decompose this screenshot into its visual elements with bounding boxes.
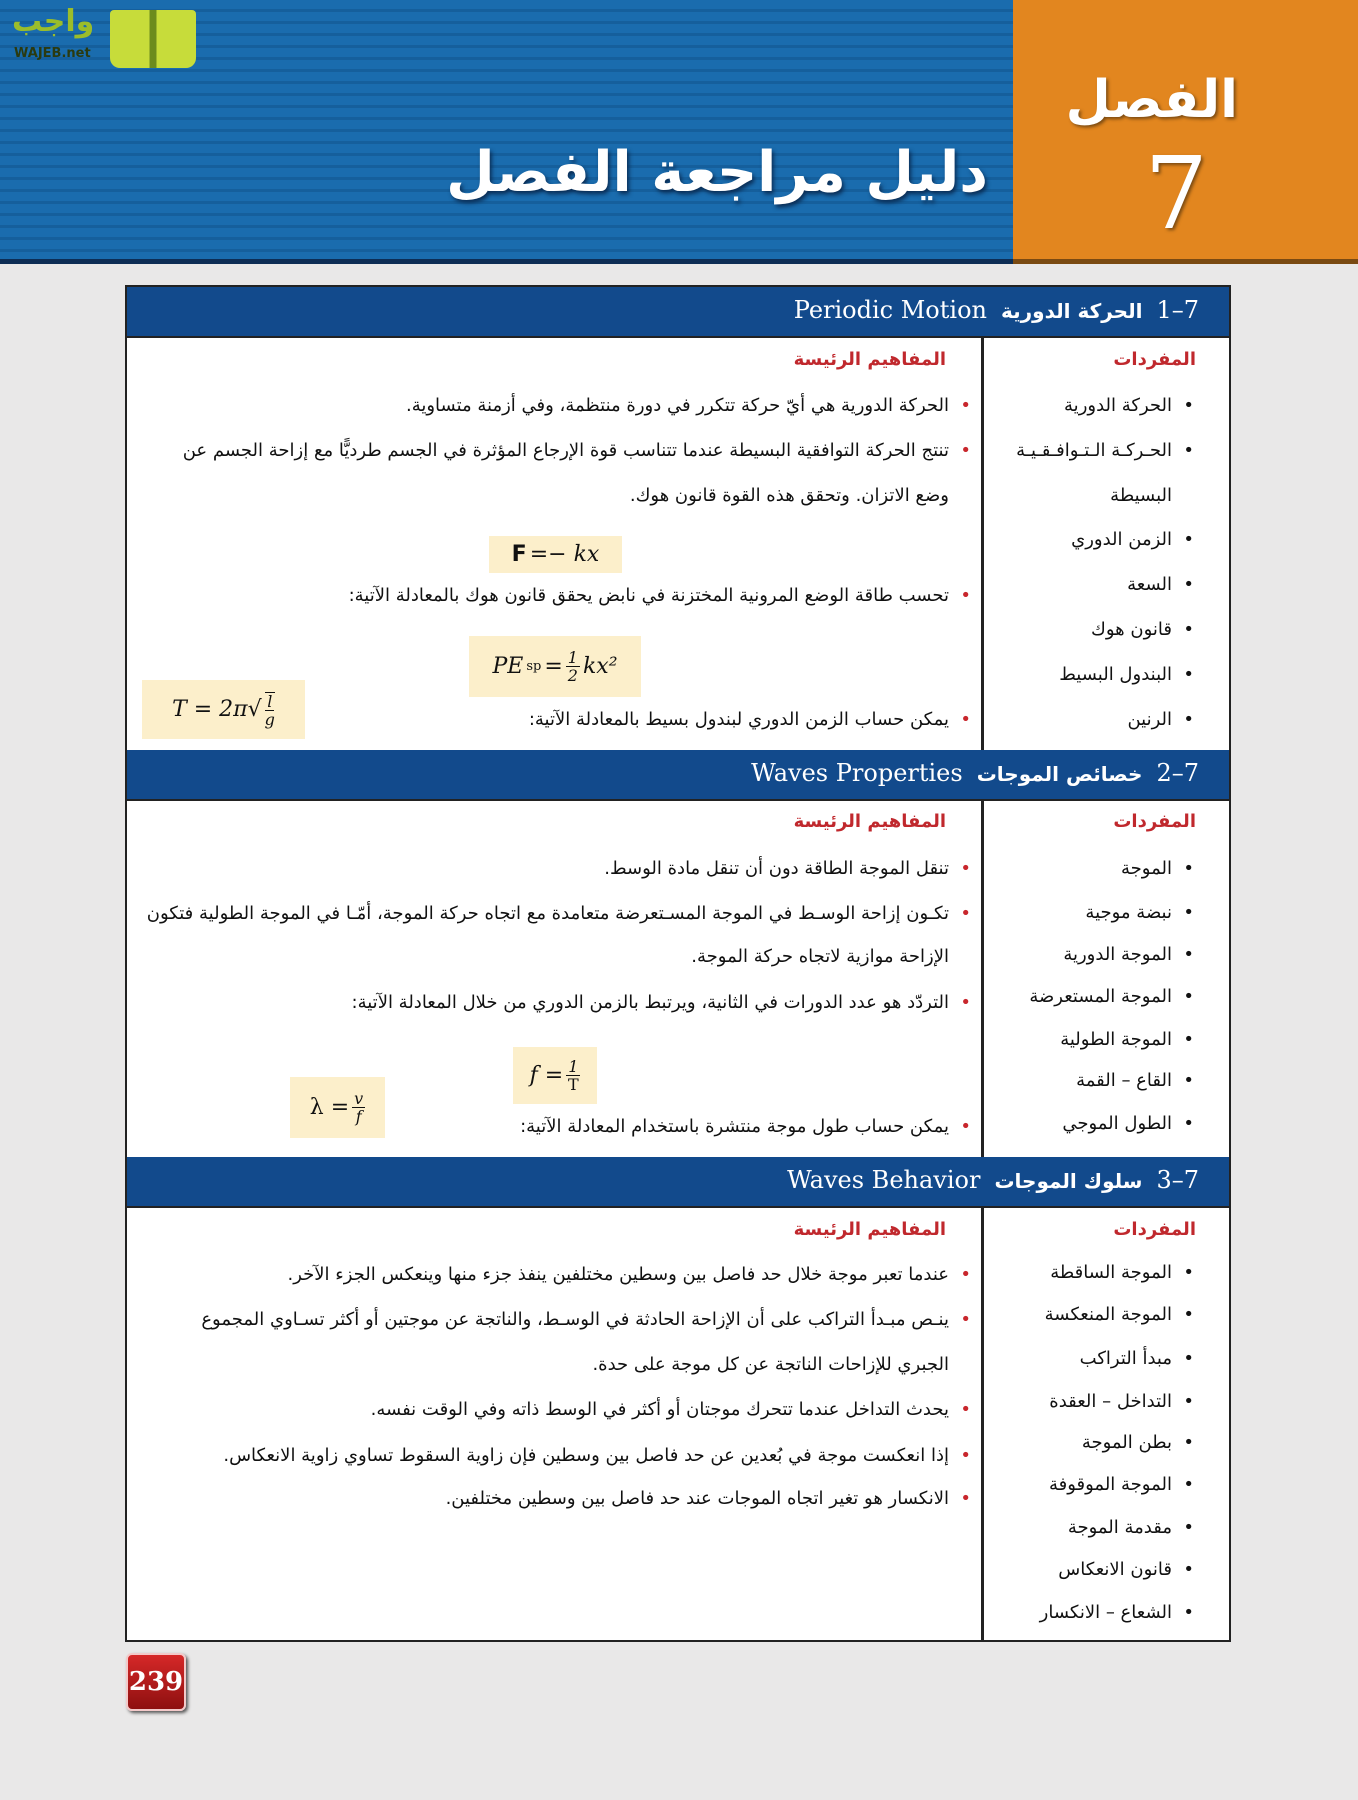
vocab-item: • الحركة الدورية: [1064, 393, 1172, 419]
eq-part: PE: [492, 654, 524, 679]
vocab-item: • قانون هوك: [1091, 617, 1172, 643]
section-title-ar: الحركة الدورية: [1000, 299, 1143, 323]
vocab-heading: المفردات: [1113, 1219, 1196, 1240]
vocab-item: • الشعاع – الانكسار: [1040, 1600, 1172, 1626]
eq-part: g: [264, 709, 275, 729]
concept-item: • التردّد هو عدد الدورات في الثانية، ويرتبط بالزمن الدوري من خلال المعادلة الآتية:: [352, 990, 949, 1016]
logo-subtext: WAJEB.net: [14, 46, 91, 61]
vocab-item-cont: البسيطة: [1110, 485, 1172, 506]
concept-item-cont: الجبري للإزاحات الناتجة عن كل موجة على حدة.: [592, 1354, 949, 1375]
concept-item: • الانكسار هو تغير اتجاه الموجات عند حد فاصل بين وسطين مختلفين.: [446, 1486, 949, 1512]
concept-item: • الحركة الدورية هي أيّ حركة تتكرر في دورة منتظمة، وفي أزمنة متساوية.: [406, 393, 949, 419]
concept-item: • يمكن حساب طول موجة منتشرة باستخدام المعادلة الآتية:: [520, 1114, 949, 1140]
vocab-item: • الموجة الطولية: [1060, 1027, 1172, 1053]
eq-part: =− kx: [529, 542, 600, 567]
vocab-item: • الزمن الدوري: [1071, 527, 1172, 553]
section-title-en: Waves Behavior: [787, 1166, 981, 1194]
section-body-7-1: [127, 338, 1229, 750]
concept-item: • تكـون إزاحة الوسـط في الموجة المسـتعرضة متعامدة مع اتجاه حركة الموجة، أمّـا في الموجة الطولية فتكون: [147, 901, 949, 927]
concept-item: • ينـص مبـدأ التراكب على أن الإزاحة الحادثة في الوسـط، والناتجة عن موجتين أو أكثر تسـاوي المجموع: [201, 1307, 949, 1333]
section-number: 7–1: [1156, 296, 1199, 324]
concept-item-cont: وضع الاتزان. وتحقق هذه القوة قانون هوك.: [629, 485, 949, 506]
vocab-item: • القاع – القمة: [1076, 1068, 1172, 1094]
vocab-item: • السعة: [1127, 572, 1172, 598]
frequency-equation: [513, 1047, 597, 1104]
wavelength-equation: [290, 1077, 385, 1138]
vocab-heading: المفردات: [1113, 811, 1196, 832]
vocab-item: • البندول البسيط: [1059, 662, 1172, 688]
wajeb-logo: [10, 4, 190, 70]
eq-part: =: [544, 654, 563, 679]
fraction: [352, 1090, 365, 1125]
eq-part: l: [267, 691, 273, 711]
concepts-heading: المفاهيم الرئيسة: [793, 811, 946, 832]
chapter-badge: [1013, 0, 1358, 264]
section-header-7-2: [127, 750, 1229, 801]
eq-part: 2: [567, 666, 578, 685]
section-title-ar: خصائص الموجات: [976, 762, 1143, 786]
chapter-label: الفصل: [1065, 70, 1238, 130]
vocab-item: • الموجة المستعرضة: [1029, 984, 1172, 1010]
section-number: 7–2: [1156, 759, 1199, 787]
spring-energy-equation: [469, 636, 641, 697]
page-number: 239: [126, 1653, 186, 1711]
column-divider: [981, 801, 984, 1157]
vocab-item: • الحـركـة الـتـوافـقـيـة: [1016, 438, 1172, 464]
vocab-item: • التداخل – العقدة: [1049, 1389, 1172, 1415]
fraction: [566, 649, 580, 684]
eq-part: f: [355, 1107, 362, 1126]
pendulum-period-equation: [142, 680, 305, 739]
eq-part: sp: [526, 659, 542, 674]
section-title-en: Waves Properties: [751, 759, 963, 787]
section-number: 7–3: [1156, 1166, 1199, 1194]
column-divider: [981, 1208, 984, 1640]
section-header-7-1: [127, 287, 1229, 338]
concept-item: • يحدث التداخل عندما تتحرك موجتان أو أكثر في الوسط ذاته وفي الوقت نفسه.: [371, 1397, 949, 1423]
vocab-item: • الموجة الموقوفة: [1049, 1472, 1172, 1498]
vocab-item: • بطن الموجة: [1082, 1430, 1172, 1456]
chapter-number: 7: [1144, 135, 1208, 252]
vocab-item: • مقدمة الموجة: [1068, 1515, 1172, 1541]
eq-part: F: [511, 542, 527, 567]
fraction: [566, 1058, 580, 1093]
section-header-7-3: [127, 1157, 1229, 1208]
section-body-7-3: [127, 1208, 1229, 1640]
vocab-item: • قانون الانعكاس: [1058, 1557, 1172, 1583]
column-divider: [981, 338, 984, 750]
vocab-item: • نبضة موجية: [1085, 900, 1172, 926]
concept-item: • تنقل الموجة الطاقة دون أن تنقل مادة الوسط.: [604, 856, 949, 882]
eq-part: v: [354, 1089, 364, 1108]
eq-part: λ =: [309, 1095, 350, 1120]
section-body-7-2: [127, 801, 1229, 1157]
concepts-heading: المفاهيم الرئيسة: [793, 1219, 946, 1240]
fraction: [265, 692, 275, 728]
concept-item: • تحسب طاقة الوضع المرونية المختزنة في نابض يحقق قانون هوك بالمعادلة الآتية:: [349, 583, 949, 609]
eq-part: 1: [567, 648, 578, 667]
vocab-heading: المفردات: [1113, 349, 1196, 370]
eq-part: T: [567, 1075, 579, 1094]
section-title-ar: سلوك الموجات: [994, 1169, 1143, 1193]
section-title-en: Periodic Motion: [793, 296, 987, 324]
concept-item-cont: الإزاحة موازية لاتجاه حركة الموجة.: [691, 946, 949, 967]
concept-item: • إذا انعكست موجة في بُعدين عن حد فاصل بين وسطين فإن زاوية السقوط تساوي زاوية الانعكاس.: [223, 1443, 949, 1469]
concept-item: • عندما تعبر موجة خلال حد فاصل بين وسطين مختلفين ينفذ جزء منها وينعكس الجزء الآخر.: [288, 1262, 949, 1288]
vocab-item: • مبدأ التراكب: [1080, 1346, 1172, 1372]
vocab-item: • الطول الموجي: [1062, 1111, 1172, 1137]
concept-item: • تنتج الحركة التوافقية البسيطة عندما تتناسب قوة الإرجاع المؤثرة في الجسم طرديًّا مع إزاحة الجسم عن: [183, 438, 949, 464]
book-icon: [110, 10, 196, 68]
eq-part: T = 2π√: [172, 697, 262, 722]
vocab-item: • الرنين: [1127, 707, 1172, 733]
vocab-item: • الموجة المنعكسة: [1045, 1302, 1172, 1328]
vocab-item: • الموجة: [1121, 856, 1172, 882]
review-table: [125, 285, 1231, 1642]
page-title: دليل مراجعة الفصل: [446, 140, 988, 205]
vocab-item: • الموجة الدورية: [1063, 942, 1172, 968]
eq-part: 1: [568, 1057, 579, 1076]
concept-item: • يمكن حساب الزمن الدوري لبندول بسيط بالمعادلة الآتية:: [529, 707, 949, 733]
vocab-item: • الموجة الساقطة: [1050, 1260, 1172, 1286]
concepts-heading: المفاهيم الرئيسة: [793, 349, 946, 370]
eq-part: kx²: [582, 654, 618, 679]
hooke-law-equation: [489, 536, 622, 573]
eq-part: f =: [529, 1063, 564, 1088]
logo-text: واجب: [12, 4, 95, 39]
